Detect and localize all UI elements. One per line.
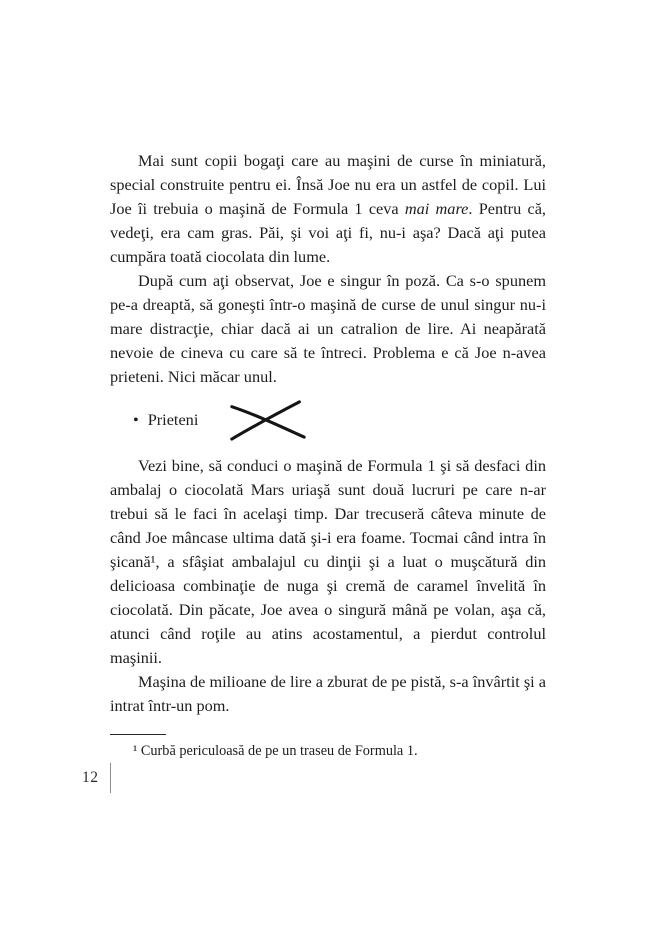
paragraph-1-italic-text: mai mare (404, 199, 469, 218)
paragraph-1 (110, 149, 546, 269)
list-item-label: Prieteni (147, 410, 199, 429)
paragraph-4: Maşina de milioane de lire a zburat de pe pistă, s-a învârtit şi a intrat într-un pom. (110, 672, 546, 715)
footnote-text: ¹ Curbă periculoasă de pe un traseu de Formula 1. (133, 743, 418, 759)
page-content (110, 149, 546, 761)
footnote-separator (110, 734, 166, 735)
list-item-prieteni (110, 398, 546, 442)
bullet-icon: • (133, 410, 139, 429)
paragraph-2: După cum aţi observat, Joe e singur în poză. Ca s-o spunem pe-a dreaptă, să goneşti într-o maşină de curse de unul singur nu-i mare distracţie, chiar dacă ai un catralion de lire. Ai neapărată nevoie de cineva cu care să te întreci. Problema e că Joe n-avea prieteni. Nici măcar unul. (110, 271, 546, 386)
page-number-rule (110, 763, 111, 793)
paragraph-1-text-start: Mai sunt copii bogaţi care au maşini de curse în miniatură, special construite pentru ei. Însă Joe nu era un astfel de copil. Lui Joe îi trebuia o maşină de Formula 1 ceva (110, 151, 546, 218)
page-footer (82, 763, 111, 793)
paragraph-1-text-end: . Pentru că, vedeţi, era cam gras. Păi, şi voi aţi fi, nu-i aşa? Dacă aţi putea cumpăra toată ciocolata din lume. (110, 199, 547, 266)
page-number: 12 (82, 769, 99, 786)
crossed-out-scribble-icon (228, 398, 308, 442)
paragraph-3: Vezi bine, să conduci o maşină de Formula 1 şi să desfaci din ambalaj o ciocolată Mars uriaşă sunt două lucruri pe care n-ar trebui să le faci în acelaşi timp. Dar trecuseră câteva minute de când Joe mâncase ultima dată şi-i era foame. Tocmai când intra în şicană¹, a sfâşiat ambalajul cu dinţii şi a luat o muşcătură din delicioasa combinaţie de nuga şi cremă de caramel învelită în ciocolată. Din păcate, Joe avea o singură mână pe volan, aşa că, atunci când roţile au atins acostamentul, a pierdut controlul maşinii. (110, 456, 546, 667)
